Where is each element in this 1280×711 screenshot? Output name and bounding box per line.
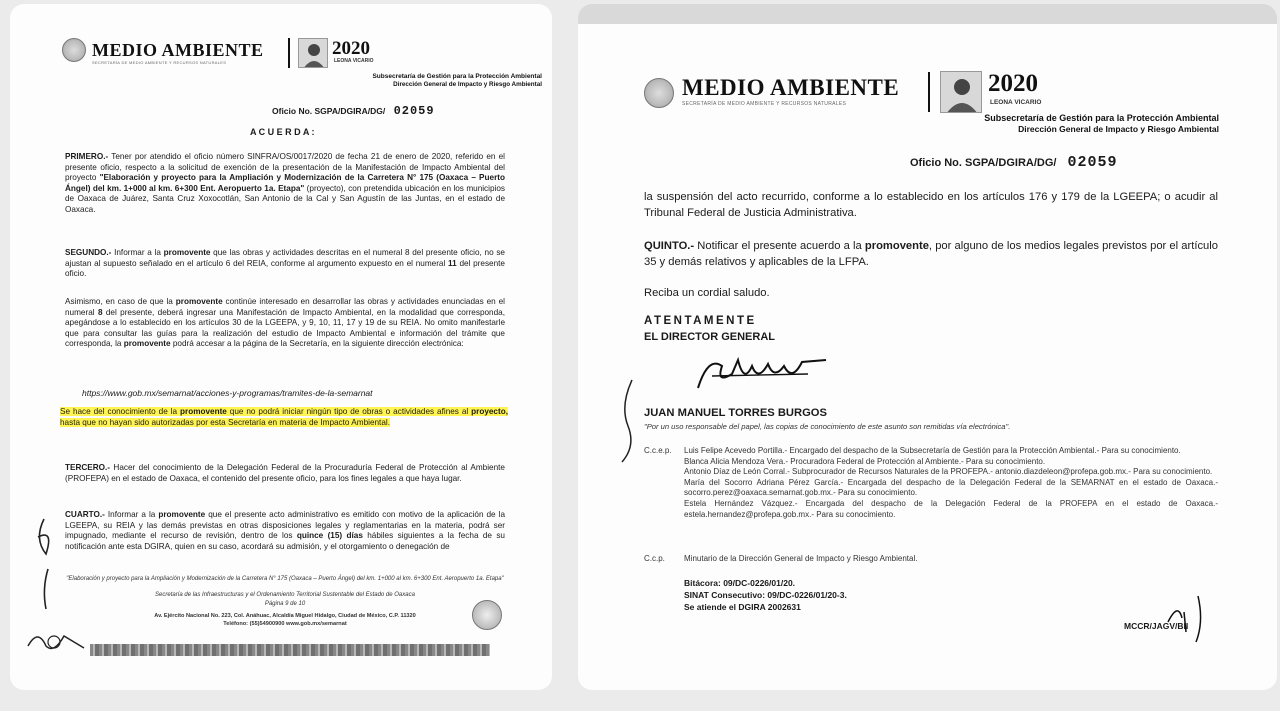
tercero-paragraph: TERCERO.- Hacer del conocimiento de la Delegación Federal de la Procuraduría Federal de Protección al Ambiente (PROFEPA) en el estado de Oaxaca, el contenido del presente oficio, para los fines legales a que haya lugar. bbox=[65, 463, 505, 483]
year-subtitle: LEONA VICARIO bbox=[334, 58, 374, 64]
ccep-list bbox=[684, 446, 1218, 520]
scan-top-bar bbox=[578, 4, 1277, 24]
bitacora-label: Bitácora: 09/DC-0226/01/20. bbox=[684, 578, 796, 588]
ccep-item: Antonio Díaz de León Corral.- Subprocurador de Recursos Naturales de la PROFEPA.- antonio.diazdeleon@profepa.gob.mx.- Para su conocimiento. bbox=[684, 467, 1213, 477]
ccep-item: Luis Felipe Acevedo Portilla.- Encargado del despacho de la Subsecretaría de Gestión para la Protección Ambiental.- Para su conocimiento. bbox=[684, 446, 1181, 455]
acuerda-heading: A C U E R D A : bbox=[250, 127, 315, 137]
oficio-label: Oficio No. SGPA/DGIRA/DG/ bbox=[272, 106, 386, 116]
ccep-item: Blanca Alicia Mendoza Vera.- Procuradora Federal de Protección al Ambiente.- Para su conocimiento. bbox=[684, 456, 1046, 466]
document-page-left bbox=[10, 4, 552, 690]
semarnat-url: https://www.gob.mx/semarnat/acciones-y-programas/tramites-de-la-semarnat bbox=[82, 388, 373, 398]
scan-stamp-bar bbox=[90, 644, 490, 656]
ccp-label: C.c.p. bbox=[644, 554, 665, 563]
oficio-num: 02059 bbox=[393, 104, 435, 118]
initials-signature-icon bbox=[1138, 592, 1218, 652]
continuation-paragraph: la suspensión del acto recurrido, conforme a lo establecido en los artículos 176 y 179 de la LGEEPA; o acudir al Tribunal Federal de Justicia Administrativa. bbox=[644, 191, 1218, 219]
sinat-label: SINAT Consecutivo: 09/DC-0226/01/20-3. bbox=[684, 590, 847, 600]
oficio-number bbox=[910, 154, 1118, 171]
ccep-item: María del Socorro Adriana Pérez García.- Encargada del despacho de la Delegación Federal de la SEMARNAT en el estado de Oaxaca.- socorro.perez@oaxaca.semarnat.gob.mx.- Para su conocimiento. bbox=[684, 477, 1218, 498]
header-divider bbox=[928, 72, 930, 112]
leona-vicario-portrait-icon bbox=[298, 38, 328, 68]
oficio-num: 02059 bbox=[1067, 154, 1118, 171]
brand-subtitle: SECRETARÍA DE MEDIO AMBIENTE Y RECURSOS NATURALES bbox=[682, 101, 847, 107]
oficio-label: Oficio No. SGPA/DGIRA/DG/ bbox=[910, 157, 1057, 169]
firmante-name: JUAN MANUEL TORRES BURGOS bbox=[644, 407, 827, 419]
brand-title: MEDIO AMBIENTE bbox=[92, 40, 264, 60]
primero-paragraph: PRIMERO.- Tener por atendido el oficio número SINFRA/OS/0017/2020 de fecha 21 de enero de 2020, referido en el presente oficio, respecto a la solicitud de exención de la presentación de la Manifestación de Impacto Ambiental del proyecto "Elaboración y proyecto para la Ampliación y Modernización de la Carretera N° 175 (Oaxaca – Puerto Ángel) del km. 1+000 al km. 6+300 Ent. Aeropuerto 1a. Etapa" (proyecto), con pretendida ubicación en los municipios de Oaxaca de Juárez, Santa Cruz Xoxocotlán, San Antonio de la Cal y San Agustín de las Juntas, en el estado de Oaxaca. bbox=[65, 152, 505, 214]
paper-use-note: "Por un uso responsable del papel, las copias de conocimiento de este asunto son remitidas vía electrónica". bbox=[644, 422, 1011, 431]
atentamente-label: ATENTAMENTE bbox=[644, 315, 757, 327]
header-divider bbox=[288, 38, 290, 68]
direccion-label: Dirección General de Impacto y Riesgo Ambiental bbox=[1018, 124, 1219, 134]
ccp-text: Minutario de la Dirección General de Impacto y Riesgo Ambiental. bbox=[684, 554, 918, 563]
document-page-right bbox=[578, 4, 1277, 690]
year-2020: 2020 bbox=[332, 38, 370, 59]
footer-project-title: "Elaboración y proyecto para la Ampliación y Modernización de la Carretera N° 175 (Oaxaca – Puerto Ángel) del km. 1+000 al km. 6+300 Ent. Aeropuerto 1a. Etapa" bbox=[66, 576, 504, 582]
year-subtitle: LEONA VICARIO bbox=[990, 99, 1042, 106]
margin-signature-icon bbox=[614, 376, 644, 466]
margin-signature-icon bbox=[24, 509, 64, 629]
subsecretaria-label: Subsecretaría de Gestión para la Protección Ambiental bbox=[984, 113, 1219, 123]
year-2020: 2020 bbox=[988, 70, 1038, 97]
asimismo-paragraph: Asimismo, en caso de que la promovente continúe interesado en desarrollar las obras y actividades enunciadas en el numeral 8 del presente, deberá ingresar una Manifestación de Impacto Ambiental, en la modalidad que corresponda, apegándose a lo establecido en los artículos 30 de la LGEEPA, y 9, 10, 11, 17 y 19 de su REIA. No omito manifestarle que para consultar las guías para la realización del estudio de Impacto Ambiental e información del trámite que corresponda, la promovente podrá accesar a la página de la Secretaría, en la siguiente dirección electrónica: bbox=[65, 297, 505, 349]
footer-address: Av. Ejército Nacional No. 223, Col. Anáhuac, Alcaldía Miguel Hidalgo, Ciudad de México, C.P. 11320 bbox=[154, 613, 416, 619]
brand-title: MEDIO AMBIENTE bbox=[682, 75, 900, 100]
quinto-paragraph: QUINTO.- Notificar el presente acuerdo a la promovente, por alguno de los medios legales previstos por el artículo 35 y demás relativos y aplicables de la LFPA. bbox=[644, 240, 1218, 268]
segundo-paragraph: SEGUNDO.- Informar a la promovente que las obras y actividades descritas en el numeral 8 del presente oficio, no se ajustan al supuesto señalado en el artículo 6 del REIA, conforme al argumento expuesto en el numeral 11 del presente oficio. bbox=[65, 248, 505, 279]
direccion-label: Dirección General de Impacto y Riesgo Ambiental bbox=[393, 81, 542, 88]
director-label: EL DIRECTOR GENERAL bbox=[644, 331, 775, 343]
footer-page-number: Página 9 de 10 bbox=[264, 601, 306, 607]
brand-subtitle: SECRETARÍA DE MEDIO AMBIENTE Y RECURSOS NATURALES bbox=[92, 60, 227, 65]
initials-label: MCCR/JAGV/BII bbox=[1124, 621, 1189, 631]
footer-seal-icon bbox=[472, 600, 502, 630]
footer-promovente: Secretaría de las Infraestructuras y el Ordenamiento Territorial Sustentable del Estado de Oaxaca bbox=[155, 592, 415, 598]
ccep-item: Estela Hernández Vázquez.- Encargada del despacho de la Delegación Federal de la PROFEPA en el estado de Oaxaca.- estela.hernandez@profepa.gob.mx.- Para su conocimiento. bbox=[684, 498, 1218, 519]
footer-phone: Teléfono: (55)54900900 www.gob.mx/semarnat bbox=[223, 621, 347, 627]
mexico-seal-icon bbox=[62, 38, 86, 62]
director-signature-icon bbox=[688, 348, 838, 396]
saludo-text: Reciba un cordial saludo. bbox=[644, 287, 770, 299]
ccep-label: C.c.e.p. bbox=[644, 446, 672, 455]
oficio-number bbox=[272, 104, 435, 118]
leona-vicario-portrait-icon bbox=[940, 71, 982, 113]
mexico-seal-icon bbox=[644, 78, 674, 108]
highlight-paragraph: Se hace del conocimiento de la promovente que no podrá iniciar ningún tipo de obras o actividades afines al proyecto, hasta que no hayan sido autorizadas por esta Secretaría en materia de Impacto Ambiental. bbox=[60, 407, 508, 427]
cuarto-paragraph: CUARTO.- Informar a la promovente que el presente acto administrativo es emitido con motivo de la aplicación de la LGEEPA, su REIA y las demás previstas en otras disposiciones legales y reglamentarias en la materia, podrá ser impugnado, mediante el recurso de revisión, dentro de los quince (15) días hábiles siguientes a la fecha de su notificación ante esta DGIRA, quien en su caso, acordará su admisión, y el otorgamiento o denegación de bbox=[65, 510, 505, 551]
atiende-label: Se atiende el DGIRA 2002631 bbox=[684, 602, 801, 612]
subsecretaria-label: Subsecretaría de Gestión para la Protección Ambiental bbox=[372, 73, 542, 80]
